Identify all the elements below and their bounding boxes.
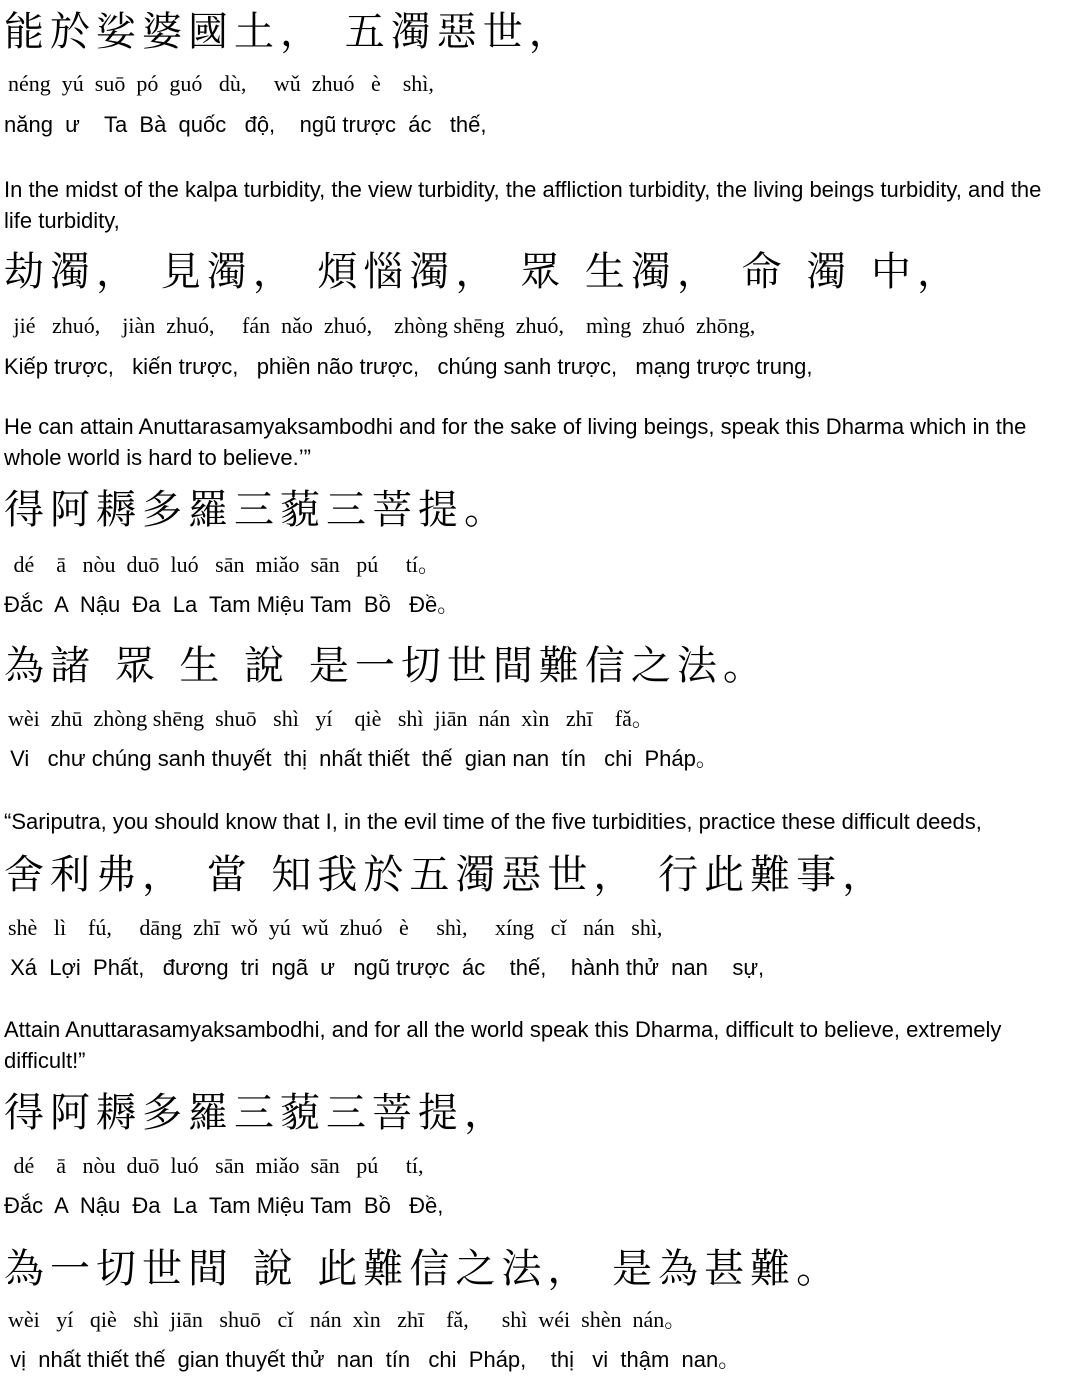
- chinese-line: 舍利弗， 當 知我於五濁惡世， 行此難事，: [4, 852, 889, 898]
- chinese-line: 能於娑婆國土， 五濁惡世，: [4, 9, 575, 55]
- chinese-line: 得阿耨多羅三藐三菩提，: [4, 1090, 510, 1136]
- vietnamese-line: Đắc A Nậu Đa La Tam Miệu Tam Bồ Đề,: [4, 1193, 444, 1218]
- english-line: Attain Anuttarasamyaksambodhi, and for all the world speak this Dharma, difficult to believe, extremely difficult!”: [4, 1017, 1002, 1073]
- english-line: In the midst of the kalpa turbidity, the view turbidity, the affliction turbidity, the living beings turbidity, and the life turbidity,: [4, 177, 1042, 233]
- vietnamese-line: năng ư Ta Bà quốc độ, ngũ trược ác thế,: [4, 112, 487, 137]
- pinyin-line: wèi yí qiè shì jiān shuō cǐ nán xìn zhī fǎ, shì wéi shèn nán。: [8, 1307, 687, 1332]
- vietnamese-line: vị nhất thiết thế gian thuyết thử nan tín chi Pháp, thị vi thậm nan。: [4, 1347, 741, 1372]
- pinyin-line: wèi zhū zhòng shēng shuō shì yí qiè shì jiān nán xìn zhī fǎ。: [8, 706, 654, 731]
- chinese-line: 得阿耨多羅三藐三菩提。: [4, 487, 510, 533]
- chinese-line: 劫濁， 見濁， 煩惱濁， 眾 生濁， 命 濁 中，: [4, 249, 964, 295]
- vietnamese-line: Xá Lợi Phất, đương tri ngã ư ngũ trược ác thế, hành thử nan sự,: [4, 955, 765, 980]
- chinese-line: 為一切世間 說 此難信之法， 是為甚難。: [4, 1246, 843, 1292]
- vietnamese-line: Đắc A Nậu Đa La Tam Miệu Tam Bồ Đề。: [4, 592, 460, 617]
- vietnamese-line: Vi chư chúng sanh thuyết thị nhất thiết thế gian nan tín chi Pháp。: [4, 746, 718, 771]
- pinyin-line: jié zhuó, jiàn zhuó, fán nǎo zhuó, zhòng shēng zhuó, mìng zhuó zhōng,: [8, 313, 756, 338]
- pinyin-line: dé ā nòu duō luó sān miǎo sān pú tí。: [8, 552, 441, 577]
- pinyin-line: néng yú suō pó guó dù, wǔ zhuó è shì,: [8, 71, 434, 96]
- chinese-line: 為諸 眾 生 說 是一切世間難信之法。: [4, 643, 769, 689]
- vietnamese-line: Kiếp trược, kiến trược, phiền não trược, chúng sanh trược, mạng trược trung,: [4, 354, 813, 379]
- english-line: He can attain Anuttarasamyaksambodhi and for the sake of living beings, speak this Dharma which in the whole world is hard to believe.’”: [4, 414, 1027, 470]
- pinyin-line: shè lì fú, dāng zhī wǒ yú wǔ zhuó è shì, xíng cǐ nán shì,: [8, 915, 663, 940]
- english-line: “Sariputra, you should know that I, in the evil time of the five turbidities, practice these difficult deeds,: [4, 809, 982, 834]
- pinyin-line: dé ā nòu duō luó sān miǎo sān pú tí,: [8, 1153, 424, 1178]
